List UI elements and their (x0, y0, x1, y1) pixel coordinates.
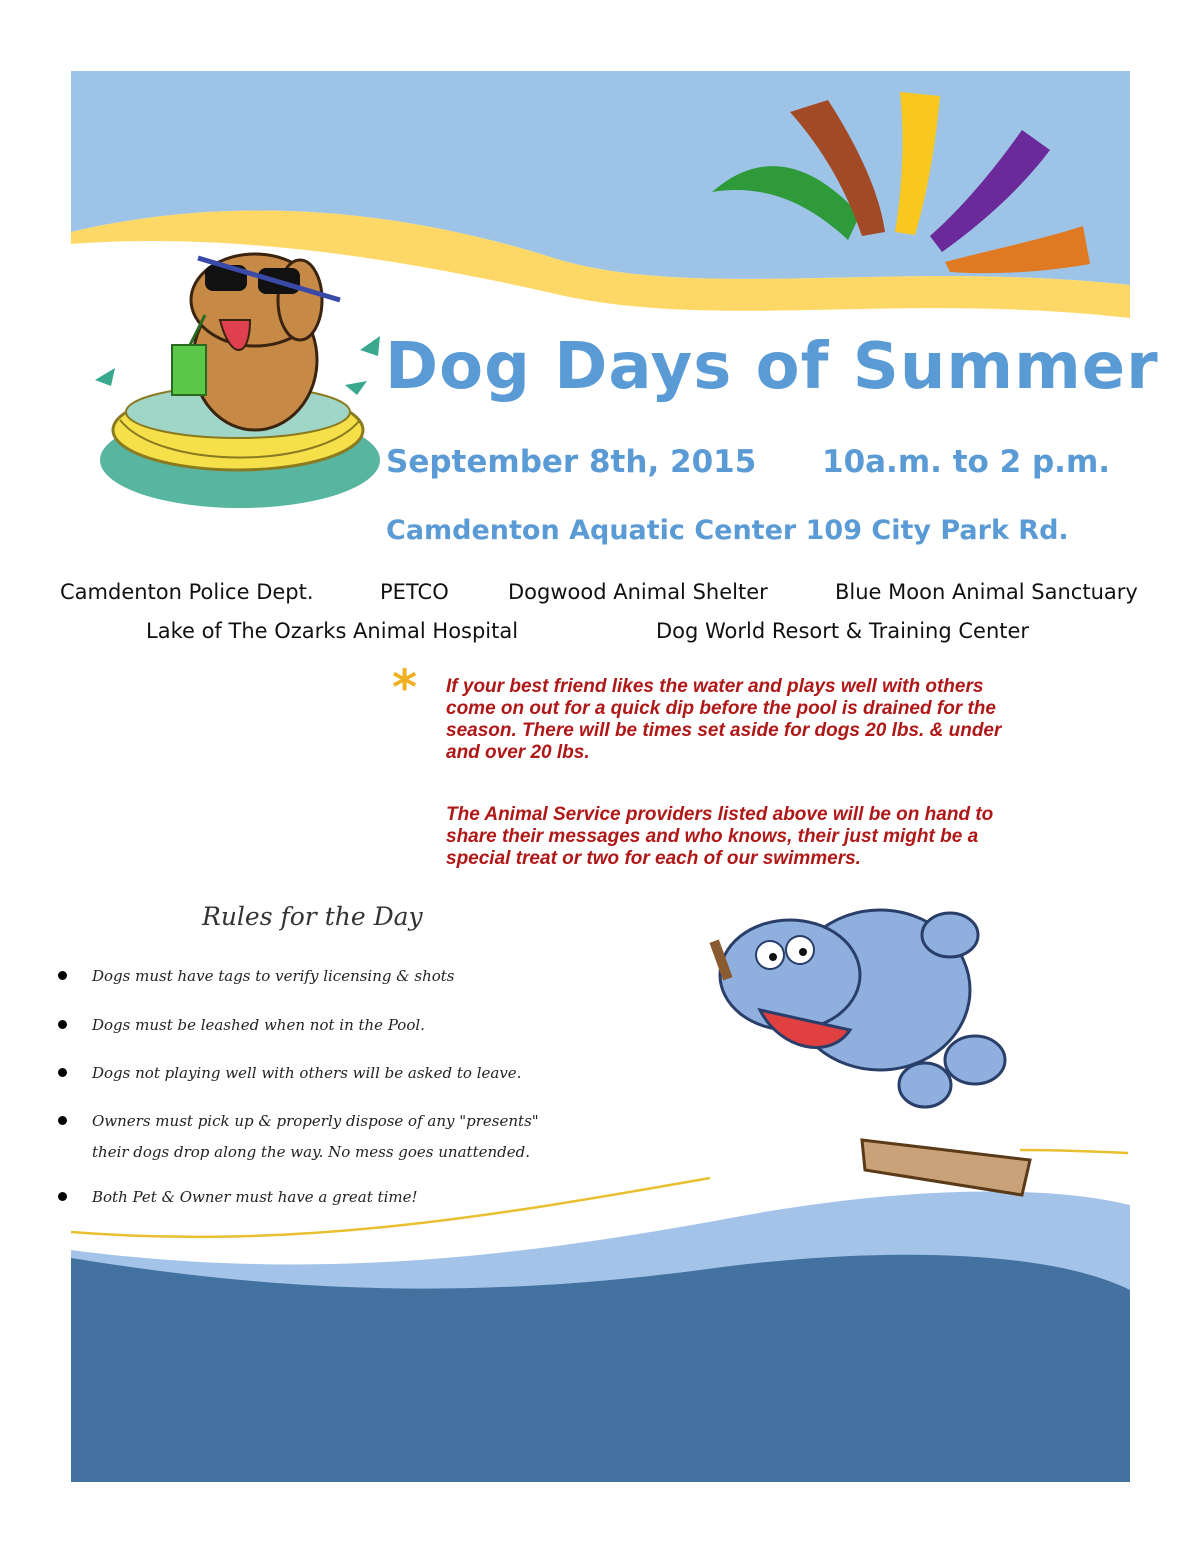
sponsor-dogwood-animal-shelter: Dogwood Animal Shelter (508, 580, 768, 604)
sponsor-blue-moon-animal-sanctuary: Blue Moon Animal Sanctuary (835, 580, 1138, 604)
details-paragraph-1: If your best friend likes the water and plays well with others come on out for a quick dip before the pool is drained for the season. There will be times set aside for dogs 20 lbs. & under and over 20 lbs. (446, 676, 1002, 763)
diving-dog-illustration (709, 910, 1030, 1195)
details-paragraph-2: The Animal Service providers listed above will be on hand to share their messages and who knows, their just might be a special treat or two for each of our swimmers. (446, 804, 994, 869)
sponsor-dog-world-resort: Dog World Resort & Training Center (656, 619, 1030, 643)
rule-item: Both Pet & Owner must have a great time! (92, 1188, 418, 1206)
bullet-icon (58, 971, 67, 980)
rules-title: Rules for the Day (202, 902, 423, 931)
sponsor-petco: PETCO (380, 580, 449, 604)
rule-item: Dogs must have tags to verify licensing & shots (92, 967, 455, 985)
bullet-icon (58, 1116, 67, 1125)
rule-item: Dogs not playing well with others will be asked to leave. (92, 1064, 522, 1082)
event-venue: Camdenton Aquatic Center 109 City Park Rd. (386, 515, 1069, 546)
gold-line-right (1020, 1150, 1128, 1153)
sponsor-lake-ozarks-animal-hospital: Lake of The Ozarks Animal Hospital (146, 619, 519, 643)
deep-water-wave (71, 1255, 1130, 1482)
sky-band (71, 71, 1130, 285)
bullet-icon (58, 1192, 67, 1201)
event-date: September 8th, 2015 (386, 444, 757, 480)
asterisk-icon: * (392, 660, 418, 716)
dog-in-pool-illustration (95, 254, 380, 508)
rule-item: Owners must pick up & properly dispose of any "presents" their dogs drop along the way. No mess goes unattended. (92, 1112, 539, 1161)
rule-item: Dogs must be leashed when not in the Pool. (92, 1016, 425, 1034)
event-title: Dog Days of Summer (385, 330, 1159, 404)
event-time: 10a.m. to 2 p.m. (822, 444, 1111, 480)
bullet-icon (58, 1068, 67, 1077)
sponsor-camdenton-police: Camdenton Police Dept. (60, 580, 314, 604)
bullet-icon (58, 1020, 67, 1029)
